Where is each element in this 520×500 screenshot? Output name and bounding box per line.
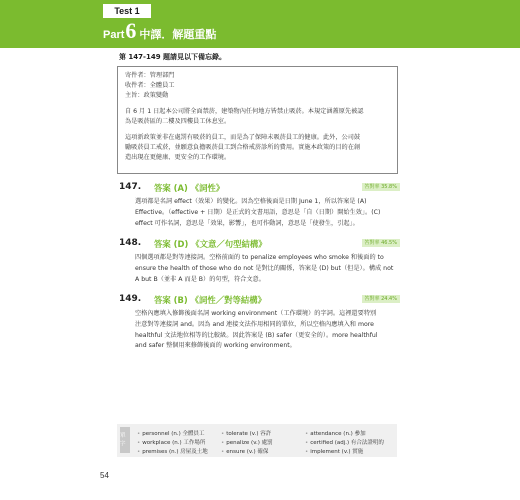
- explanation: [117, 197, 400, 229]
- accuracy-badge: 答對率 24.4%: [362, 295, 400, 303]
- header-bar: [0, 0, 520, 48]
- question-number: 147.: [119, 182, 142, 192]
- explanation-line: Effective。（effective + 日期）是正式的文書用語，意思是「自（日期）開始生效」。(C): [135, 208, 381, 216]
- explanation-line: and safer 整個用來修飾後面的 working environment。: [135, 342, 296, 350]
- explanation: [117, 309, 400, 352]
- memo-line: 勵吸菸員工戒菸，並願意負擔吸菸員工到合格戒菸診所的費用。實施本政策的目的在創: [125, 144, 361, 151]
- explanation-line: 注意對等連接詞 and。因為 and 連接文法作用相同的單位，所以空格內應填入和 more: [135, 320, 374, 328]
- memo-line: 自 6 月 1 日起本公司將全面禁菸，建築物內任何地方皆禁止吸菸。本規定涵蓋原先被認: [125, 108, 364, 115]
- memo-line: 造出現在更健康、更安全的工作環境。: [125, 154, 231, 161]
- part-word: Part: [103, 29, 125, 41]
- answer-label: 答案 (A) 《詞性》: [154, 183, 225, 193]
- memo-box: [117, 66, 398, 174]
- memo-to: 收件者：全體員工: [125, 82, 175, 89]
- explanation-line: effect 可作名詞，意思是「效果，影響」，也可作動詞，意思是「使發生，引起」。: [135, 219, 359, 227]
- question-number: 148.: [119, 238, 142, 248]
- part-title: [103, 18, 217, 44]
- memo-subject: 主旨：政策變動: [125, 92, 169, 99]
- accuracy-badge: 答對率 35.8%: [362, 183, 400, 191]
- memo-line: 為是吸菸區的二樓及四樓員工休息室。: [125, 118, 231, 125]
- accuracy-badge: 答對率 46.5%: [362, 239, 400, 247]
- vocabulary-tag-text: 單字: [120, 433, 126, 447]
- vocab-item: • premises (n.) 房屋及土地: [137, 447, 208, 455]
- vocabulary-tag: [120, 427, 130, 453]
- memo-line: 這項新政策並非在處罰有吸菸的員工，而是為了保障未吸菸員工的健康。此外，公司鼓: [125, 134, 361, 141]
- part-number: 6: [125, 18, 137, 43]
- vocab-item: • tolerate (v.) 容許: [221, 429, 271, 437]
- memo-paragraph-2: [125, 133, 390, 163]
- vocab-item: • ensure (v.) 確保: [221, 447, 268, 455]
- vocab-item: • personnel (n.) 全體員工: [137, 429, 205, 437]
- question-149: [117, 294, 400, 352]
- vocab-item: • workplace (n.) 工作場所: [137, 438, 205, 446]
- page-number: 54: [100, 471, 109, 480]
- question-number: 149.: [119, 294, 142, 304]
- memo-paragraph-1: [125, 107, 390, 127]
- explanation-line: healthful 文法地位相等的比較級。因此答案是 (B) safer（更安全的）。more healthful: [135, 331, 378, 339]
- question-148: [117, 238, 400, 285]
- explanation-line: ensure the health of those who do not 是對比的關係，答案是 (D) but（但是）。構成 not: [135, 264, 394, 272]
- answer-label: 答案 (D) 《文意／句型結構》: [154, 239, 267, 249]
- memo-from: 寄件者：管理部門: [125, 72, 175, 79]
- explanation-line: 選項都是名詞 effect（效果）的變化。因為空格後面是日期 June 1，所以答案是 (A): [135, 198, 367, 205]
- explanation-line: 四個選項都是對等連接詞。空格前面的 to penalize employees who smoke 和後面的 to: [135, 254, 384, 261]
- question-147: [117, 182, 400, 229]
- instruction: 第 147-149 題請見以下備忘錄。: [119, 53, 227, 61]
- explanation-line: A but B（並非 A 而是 B）的句型，符合文意。: [135, 275, 265, 283]
- answer-label: 答案 (B) 《詞性／對等結構》: [154, 295, 266, 305]
- explanation: [117, 253, 400, 285]
- vocab-item: • implement (v.) 實施: [305, 447, 363, 455]
- vocab-item: • penalize (v.) 處罰: [221, 438, 273, 446]
- explanation-line: 空格內應填入修飾後面名詞 working environment（工作環境）的字詞。這裡還要特別: [135, 310, 377, 317]
- test-label: Test 1: [103, 4, 151, 18]
- vocab-item: • attendance (n.) 參加: [305, 429, 366, 437]
- vocabulary-box: [117, 424, 397, 457]
- part-name: 中譯．解題重點: [139, 28, 217, 41]
- vocab-item: • certified (adj.) 有合法證明的: [305, 438, 384, 446]
